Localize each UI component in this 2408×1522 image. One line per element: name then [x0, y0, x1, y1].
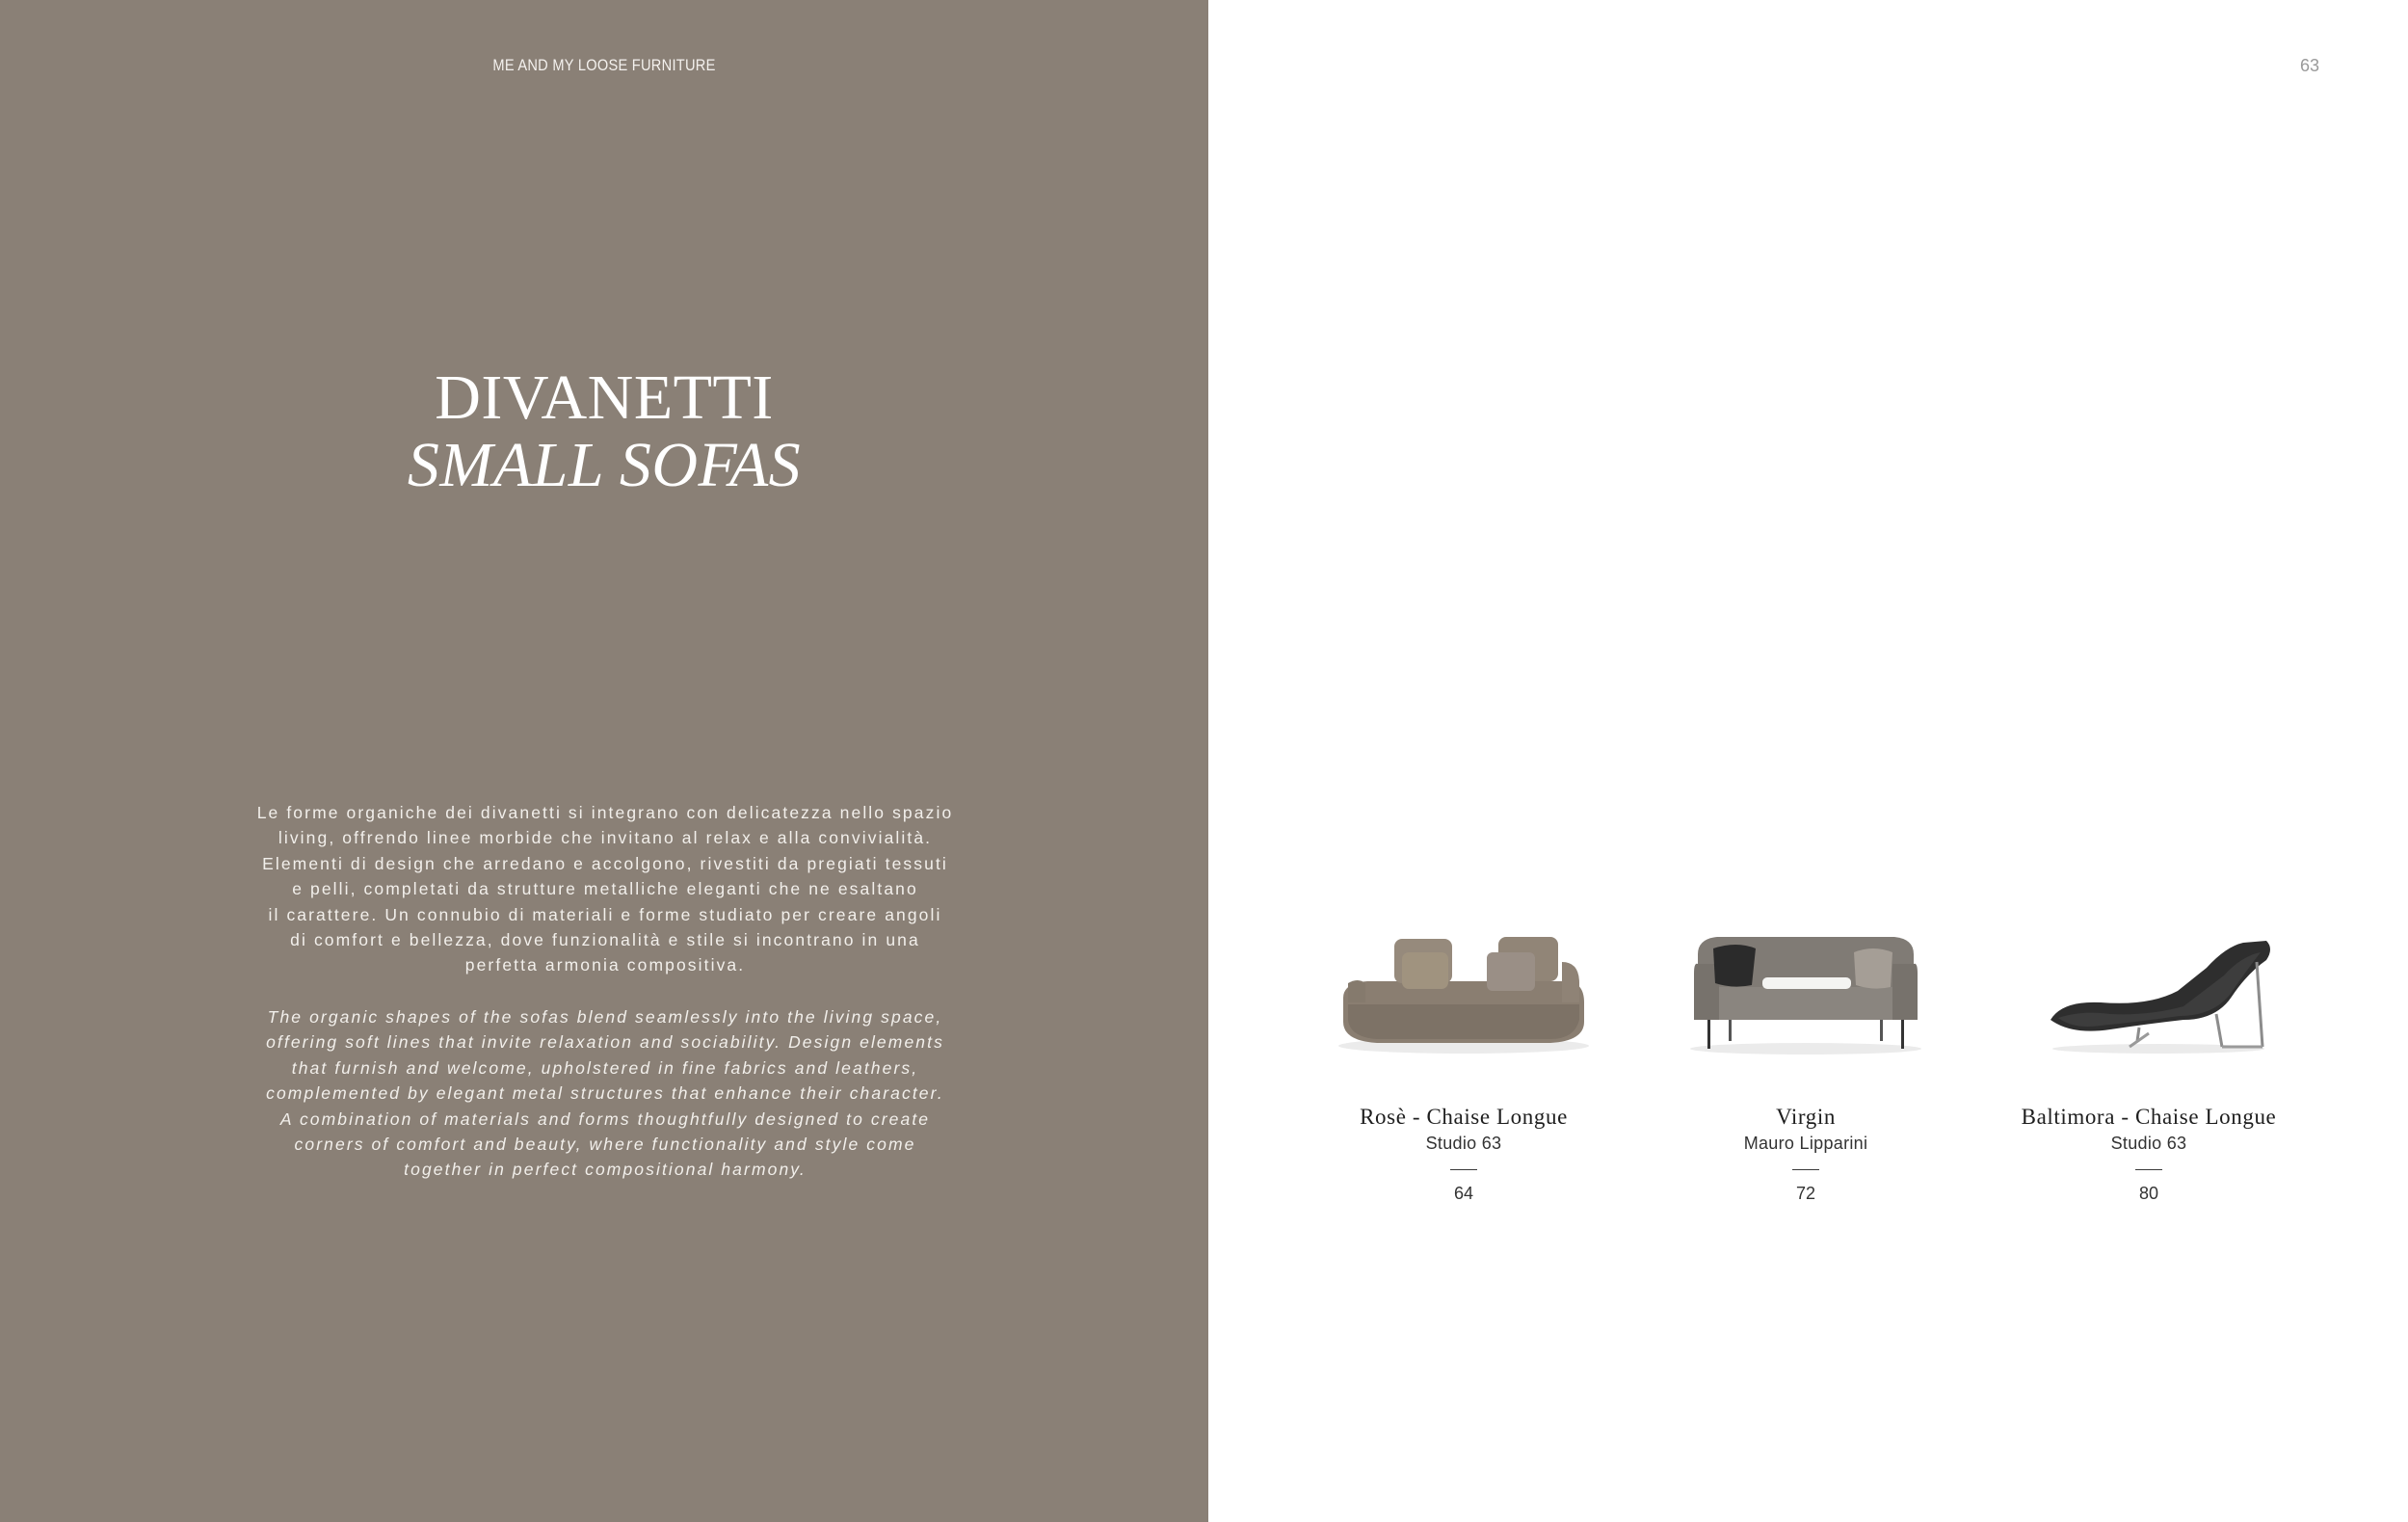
rose-chaise-longue-sofa-image[interactable] — [1310, 906, 1618, 1080]
body-line: Le forme organiche dei divanetti si integrano con delicatezza nello spazio — [256, 803, 954, 822]
body-line: that furnish and welcome, upholstered in fine fabrics and leathers, — [291, 1057, 919, 1078]
body-line: living, offrendo linee morbide che invitano al relax e alla convivialità. — [278, 828, 933, 848]
body-line: corners of comfort and beauty, where functionality and style come — [294, 1135, 916, 1155]
product-page-number: 72 — [1795, 1184, 1816, 1203]
body-line: Elementi di design che arredano e accolgono, rivestiti da pregiati tessuti — [262, 853, 948, 873]
body-line: offering soft lines that invite relaxation and sociability. Design elements — [266, 1032, 944, 1053]
product-name: Baltimora - Chaise Longue — [2021, 1105, 2277, 1129]
body-line: e pelli, completati da strutture metalliche eleganti che ne esaltano — [292, 879, 918, 899]
running-header: ME AND MY LOOSE FURNITURE — [492, 56, 716, 74]
divider — [1792, 1169, 1819, 1170]
product-page-number: 80 — [2138, 1184, 2159, 1203]
body-line: together in perfect compositional harmony. — [404, 1160, 807, 1180]
product-name: Rosè - Chaise Longue — [1360, 1105, 1568, 1129]
product-card-baltimora[interactable] — [1995, 906, 2303, 1204]
body-line: The organic shapes of the sofas blend seamlessly into the living space, — [267, 1007, 943, 1027]
body-line: complemented by elegant metal structures that enhance their character. — [266, 1083, 944, 1104]
product-designer: Studio 63 — [2110, 1134, 2187, 1153]
baltimora-chaise-longue-image[interactable] — [1995, 906, 2303, 1080]
product-designer: Studio 63 — [1425, 1134, 1502, 1153]
body-line: A combination of materials and forms thoughtfully designed to create — [279, 1108, 931, 1129]
page-number: 63 — [2299, 56, 2319, 75]
section-title — [0, 364, 1208, 499]
divider — [2135, 1169, 2162, 1170]
virgin-sofa-image[interactable] — [1652, 906, 1960, 1080]
title-italian: DIVANETTI — [435, 362, 774, 433]
title-english: SMALL SOFAS — [407, 430, 802, 500]
product-card-rose[interactable] — [1310, 906, 1618, 1204]
product-name: Virgin — [1776, 1105, 1836, 1129]
product-page-number: 64 — [1453, 1184, 1474, 1203]
body-line: il carattere. Un connubio di materiali e forme studiato per creare angoli — [268, 904, 942, 924]
body-text-english — [220, 1004, 991, 1183]
divider — [1450, 1169, 1477, 1170]
body-line: di comfort e bellezza, dove funzionalità e stile si incontrano in una — [290, 930, 920, 950]
product-card-virgin[interactable] — [1652, 906, 1960, 1204]
product-designer: Mauro Lipparini — [1743, 1134, 1868, 1153]
body-line: perfetta armonia compositiva. — [464, 955, 746, 975]
body-text-italian — [220, 800, 991, 978]
right-page — [1208, 0, 2408, 1522]
